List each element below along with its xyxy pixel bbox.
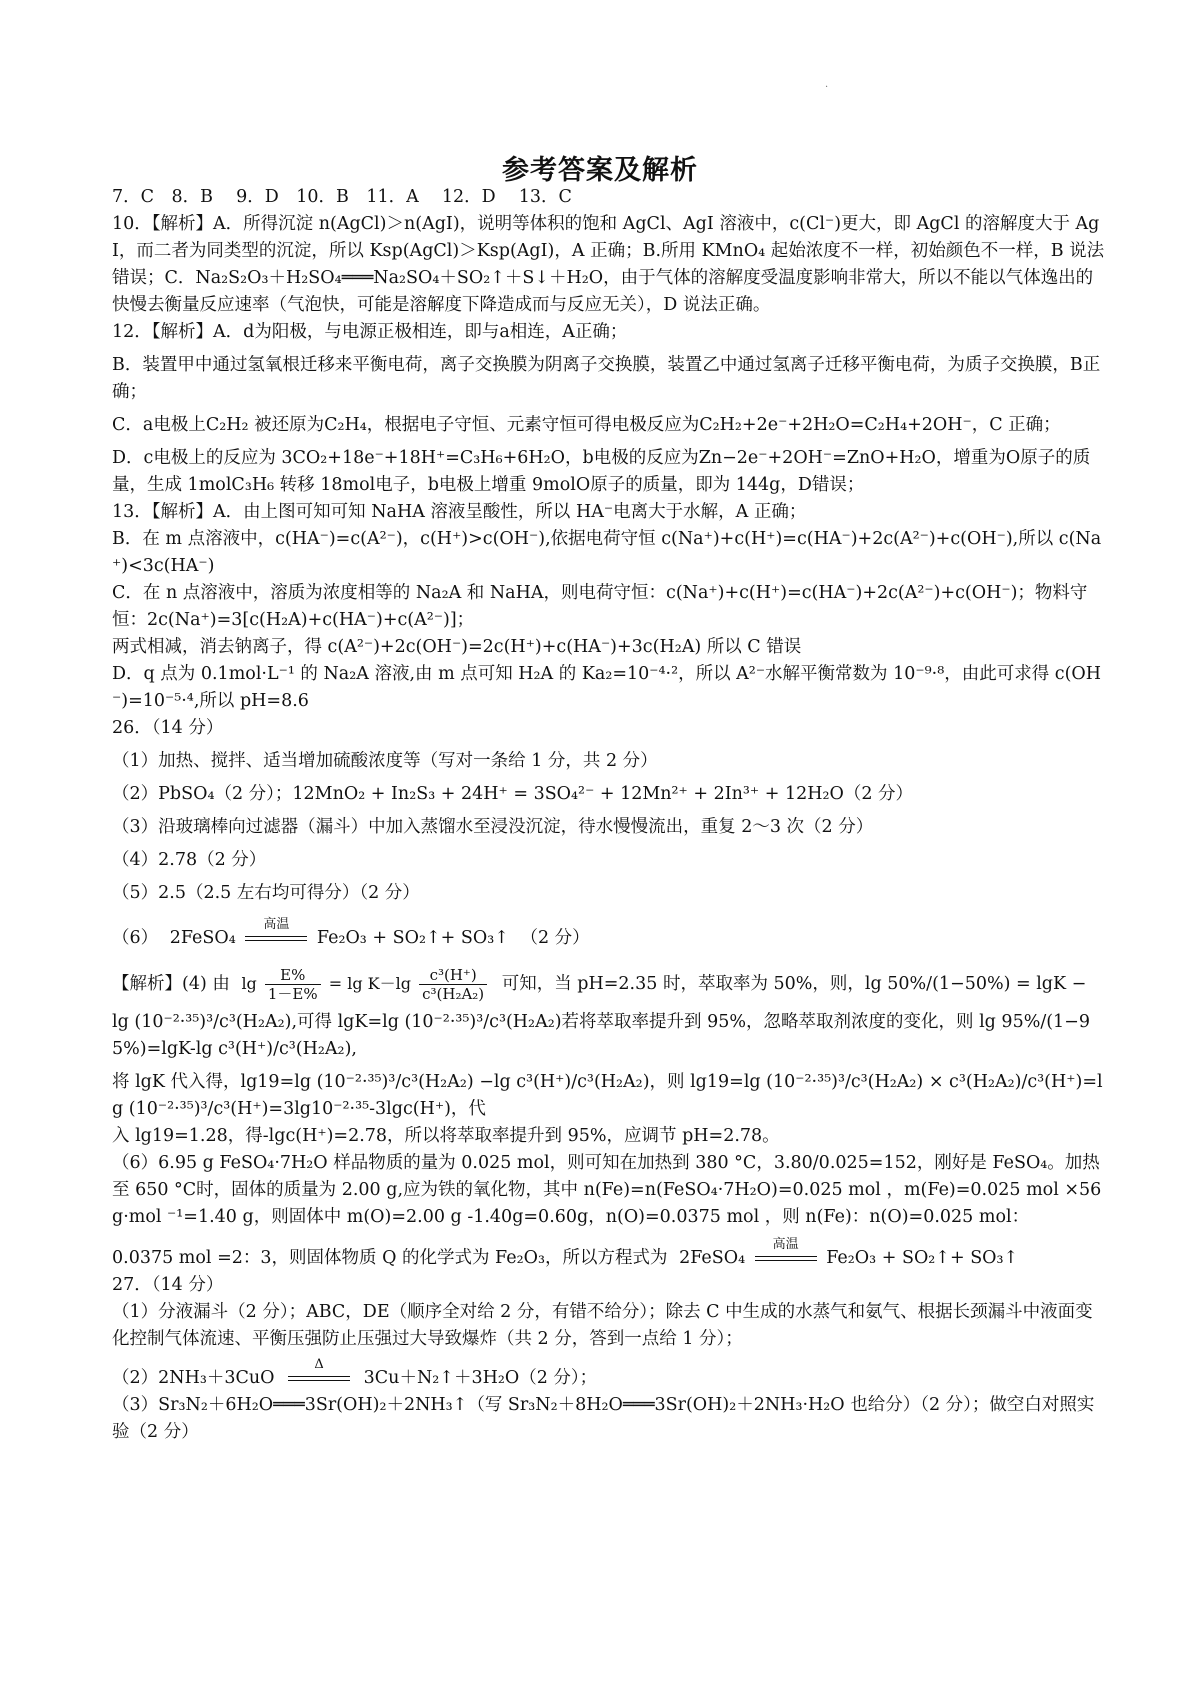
- q27-answer-2: [112, 1357, 1107, 1392]
- q27-2-arrow: [284, 1357, 354, 1392]
- analysis-line-1: 可知，当 pH=2.35 时，萃取率为 50%，则，lg 50%/(1−50%) = lgK −: [501, 974, 1087, 994]
- fraction-2-numerator: c³(H⁺): [419, 966, 487, 985]
- analysis-6-part-b: [112, 1237, 1107, 1272]
- corner-dot: ·: [825, 82, 829, 93]
- q26-answer-1: （1）加热、搅拌、适当增加硫酸浓度等（写对一条给 1 分，共 2 分）: [112, 751, 658, 771]
- formula-fraction-1: [265, 966, 321, 1003]
- q27-2-reactant: （2）2NH₃＋3CuO: [112, 1368, 275, 1388]
- q26-6-arrow: [241, 917, 311, 952]
- analysis-formula: [241, 966, 490, 1003]
- q12-part-b: B．装置甲中通过氢氧根迁移来平衡电荷，离子交换膜为阴离子交换膜，装置乙中通过氢离子迁移平衡电荷，为质子交换膜，B正确；: [112, 355, 1101, 402]
- q13-part-c2: 两式相减，消去钠离子，得 c(A²⁻)+2c(OH⁻)=2c(H⁺)+c(HA⁻)+3c(H₂A) 所以 C 错误: [112, 637, 802, 657]
- q27-2-condition: Δ: [314, 1357, 324, 1372]
- q26-6-product: Fe₂O₃ + SO₂↑+ SO₃↑: [316, 928, 509, 948]
- analysis-6-arrow: [751, 1237, 821, 1272]
- analysis-line-3: 将 lgK 代入得，lg19=lg (10⁻²·³⁵)³/c³(H₂A₂) −lg c³(H⁺)/c³(H₂A₂)，则 lg19=lg (10⁻²·³⁵)³/c³(H₂A₂) × c³(H₂A₂)/c³(H⁺)=lg (10⁻²·³⁵)³/c³(H⁺)=3lg10⁻²·³⁵-3lgc(H⁺)，代: [112, 1072, 1103, 1119]
- analysis-prefix: 【解析】(4) 由: [112, 974, 230, 994]
- q13-part-b: B．在 m 点溶液中，c(HA⁻)=c(A²⁻)，c(H⁺)>c(OH⁻),依据电荷守恒 c(Na⁺)+c(H⁺)=c(HA⁻)+2c(A²⁻)+c(OH⁻),所以 c(Na⁺)<3c(HA⁻): [112, 529, 1102, 576]
- analysis-6-product: Fe₂O₃ + SO₂↑+ SO₃↑: [826, 1248, 1019, 1268]
- q26-6-condition: 高温: [263, 917, 290, 932]
- q27-2-product: 3Cu＋N₂↑＋3H₂O（2 分）；: [363, 1368, 598, 1388]
- q27-answer-1: （1）分液漏斗（2 分）；ABC，DE（顺序全对给 2 分，有错不给分）；除去 C 中生成的水蒸气和氨气、根据长颈漏斗中液面变化控制气体流速、平衡压强防止压强过大导致爆炸（共 2 分，答到一点给 1 分）；: [112, 1302, 1093, 1349]
- q26-answer-4: （4）2.78（2 分）: [112, 850, 267, 870]
- answer-list: 7．C 8．B 9．D 10．B 11．A 12．D 13．C: [112, 187, 572, 207]
- q12-part-c: C．a电极上C₂H₂ 被还原为C₂H₄，根据电子守恒、元素守恒可得电极反应为C₂H₂+2e⁻+2H₂O=C₂H₄+2OH⁻，C 正确；: [112, 415, 1061, 435]
- q27-answer-3: （3）Sr₃N₂＋6H₂O═══3Sr(OH)₂＋2NH₃↑（写 Sr₃N₂＋8H₂O═══3Sr(OH)₂＋2NH₃·H₂O 也给分）（2 分）；做空白对照实验（2 分）: [112, 1395, 1095, 1442]
- analysis-6-part-a: （6）6.95 g FeSO₄·7H₂O 样品物质的量为 0.025 mol，则可知在加热到 380 °C，3.80/0.025=152，刚好是 FeSO₄。加热至 650 °C时，固体的质量为 2.00 g,应为铁的氧化物，其中 n(Fe)=n(FeSO₄·7H₂O)=0.025 mol ，m(Fe)=0.025 mol ×56 g·mol ⁻¹=1.40 g，则固体中 m(O)=2.00 g -1.40g=0.60g，n(O)=0.0375 mol ，则 n(Fe)：n(O)=0.025 mol：: [112, 1153, 1102, 1227]
- q26-6-reactant: 2FeSO₄: [169, 928, 236, 948]
- document-body: [112, 184, 1107, 1446]
- fraction-1-denominator: 1－E%: [267, 985, 318, 1003]
- q26-heading: 26．（14 分）: [112, 718, 224, 738]
- q12-part-a: 12．【解析】A．d为阳极，与电源正极相连，即与a相连，A正确；: [112, 322, 628, 342]
- analysis-6-reactant: 2FeSO₄: [679, 1248, 746, 1268]
- q13-part-c1: C．在 n 点溶液中，溶质为浓度相等的 Na₂A 和 NaHA，则电荷守恒：c(Na⁺)+c(H⁺)=c(HA⁻)+2c(A²⁻)+c(OH⁻)；物料守恒：2c(Na⁺)=3[c(H₂A)+c(HA⁻)+c(A²⁻)]；: [112, 583, 1088, 630]
- q26-answer-5: （5）2.5（2.5 左右均可得分）（2 分）: [112, 883, 420, 903]
- q26-6-score: （2 分）: [520, 928, 590, 948]
- fraction-1-numerator: E%: [265, 966, 321, 985]
- analysis-line-2: lg (10⁻²·³⁵)³/c³(H₂A₂),可得 lgK=lg (10⁻²·³⁵)³/c³(H₂A₂)若将萃取率提升到 95%，忽略萃取剂浓度的变化，则 lg 95%/(1−95%)=lgK-lg c³(H⁺)/c³(H₂A₂),: [112, 1012, 1090, 1059]
- q26-answer-2: （2）PbSO₄（2 分）；12MnO₂ + In₂S₃ + 24H⁺ = 3SO₄²⁻ + 12Mn²⁺ + 2In³⁺ + 12H₂O（2 分）: [112, 784, 914, 804]
- q13-part-d: D．q 点为 0.1mol·L⁻¹ 的 Na₂A 溶液,由 m 点可知 H₂A 的 Ka₂=10⁻⁴·²，所以 A²⁻水解平衡常数为 10⁻⁹·⁸，由此可求得 c(OH⁻)=10⁻⁵·⁴,所以 pH=8.6: [112, 664, 1102, 711]
- fraction-2-denominator: c³(H₂A₂): [422, 985, 485, 1003]
- page-title: 参考答案及解析: [502, 155, 698, 186]
- formula-fraction-2: [419, 966, 487, 1003]
- q10-explanation: 10．【解析】A．所得沉淀 n(AgCl)＞n(AgI)，说明等体积的饱和 AgCl、AgI 溶液中，c(Cl⁻)更大，即 AgCl 的溶解度大于 AgI，而二者为同类型的沉淀，所以 Ksp(AgCl)＞Ksp(AgI)，A 正确；B.所用 KMnO₄ 起始浓度不一样，初始颜色不一样，B 说法错误；C．Na₂S₂O₃＋H₂SO₄═══Na₂SO₄＋SO₂↑＋S↓＋H₂O，由于气体的溶解度受温度影响非常大，所以不能以气体逸出的快慢去衡量反应速率（气泡快，可能是溶解度下降造成而与反应无关），D 说法正确。: [112, 214, 1105, 315]
- q26-answer-3: （3）沿玻璃棒向过滤器（漏斗）中加入蒸馏水至浸没沉淀，待水慢慢流出，重复 2～3 次（2 分）: [112, 817, 874, 837]
- analysis-6-equation: [679, 1237, 1019, 1272]
- analysis-formula-line: [112, 966, 1107, 1003]
- q12-part-d: D．c电极上的反应为 3CO₂+18e⁻+18H⁺=C₃H₆+6H₂O，b电极的反应为Zn−2e⁻+2OH⁻=ZnO+H₂O，增重为O原子的质量，生成 1molC₃H₆ 转移 18mol电子，b电极上增重 9molO原子的质量，即为 144g，D错误；: [112, 448, 1091, 495]
- q26-6-equation: [169, 917, 509, 952]
- q27-heading: 27．（14 分）: [112, 1275, 224, 1295]
- analysis-6-condition: 高温: [772, 1237, 799, 1252]
- analysis-6-text: 0.0375 mol =2：3，则固体物质 Q 的化学式为 Fe₂O₃，所以方程式为: [112, 1248, 668, 1268]
- q26-6-prefix: （6）: [112, 928, 159, 948]
- formula-lg: lg: [241, 974, 257, 993]
- formula-middle: = lg K－lg: [328, 974, 411, 993]
- q13-part-a: 13．【解析】A．由上图可知可知 NaHA 溶液呈酸性，所以 HA⁻电离大于水解，A 正确；: [112, 502, 807, 522]
- q26-answer-6: [112, 917, 1107, 952]
- analysis-line-4: 入 lg19=1.28，得-lgc(H⁺)=2.78，所以将萃取率提升到 95%，应调节 pH=2.78。: [112, 1126, 780, 1146]
